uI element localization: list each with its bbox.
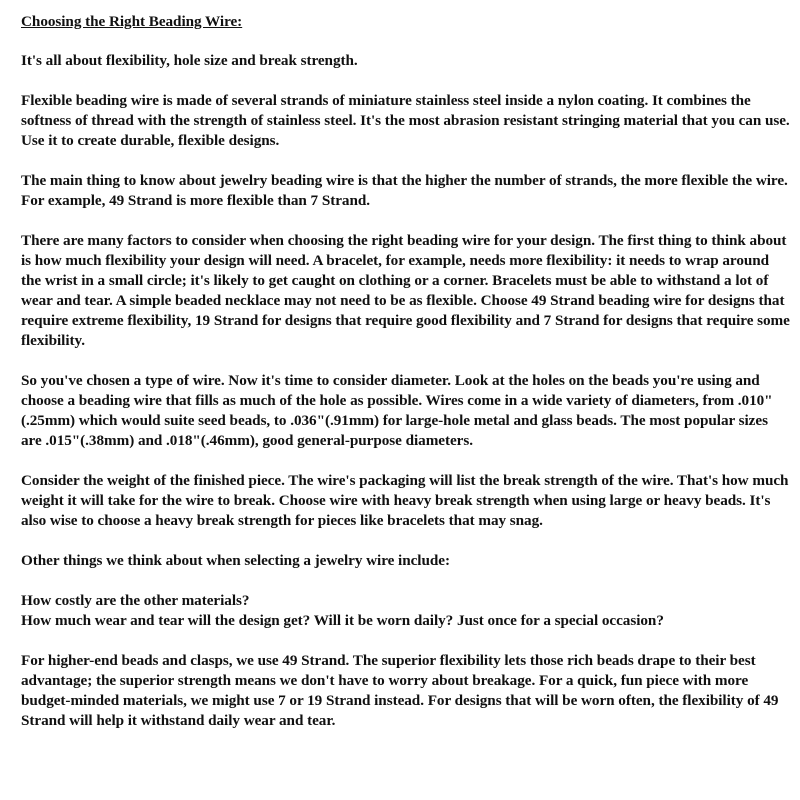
paragraph-other-things: Other things we think about when selecting a jewelry wire include: (21, 552, 450, 569)
paragraph-strands: The main thing to know about jewelry beading wire is that the higher the number of strands, the more flexible the wire. For example, 49 Strand is more flexible than 7 Strand. (21, 172, 788, 209)
document-body (21, 12, 791, 751)
closing-paragraph: For higher-end beads and clasps, we use 49 Strand. The superior flexibility lets those rich beads drape to their best advantage; the superior strength means we don't have to worry about breakage. For a quick, fun piece with more budget-minded materials, we might use 7 or 19 Strand instead. For designs that will be worn often, the flexibility of 49 Strand will help it withstand daily wear and tear. (21, 652, 779, 729)
paragraph-wire-description: Flexible beading wire is made of several strands of miniature stainless steel inside a nylon coating. It combines the softness of thread with the strength of stainless steel. It's the most abrasion resistant stringing material that you can use. Use it to create durable, flexible designs. (21, 92, 790, 149)
paragraph-break-strength: Consider the weight of the finished piece. The wire's packaging will list the break strength of the wire. That's how much weight it will take for the wire to break. Choose wire with heavy break strength when using large or heavy beads. It's also wise to choose a heavy break strength for pieces like bracelets that may snag. (21, 472, 789, 529)
question-item: How much wear and tear will the design get? Will it be worn daily? Just once for a special occasion? (21, 612, 664, 629)
page-title: Choosing the Right Beading Wire: (21, 13, 243, 30)
question-list (21, 591, 791, 631)
intro-paragraph: It's all about flexibility, hole size and break strength. (21, 52, 358, 69)
paragraph-diameter: So you've chosen a type of wire. Now it's time to consider diameter. Look at the holes on the beads you're using and choose a beading wire that fills as much of the hole as possible. Wires come in a wide variety of diameters, from .010"(.25mm) which would suite seed beads, to .036"(.91mm) for large-hole metal and glass beads. The most popular sizes are .015"(.38mm) and .018"(.46mm), good general-purpose diameters. (21, 372, 773, 449)
paragraph-flexibility: There are many factors to consider when choosing the right beading wire for your design. The first thing to think about is how much flexibility your design will need. A bracelet, for example, needs more flexibility: it needs to wrap around the wrist in a small circle; it's likely to get caught on clothing or a corner. Bracelets must be able to withstand a lot of wear and tear. A simple beaded necklace may not need to be as flexible. Choose 49 Strand beading wire for designs that require extreme flexibility, 19 Strand for designs that require good flexibility and 7 Strand for designs that require some flexibility. (21, 232, 790, 349)
question-item: How costly are the other materials? (21, 592, 250, 609)
